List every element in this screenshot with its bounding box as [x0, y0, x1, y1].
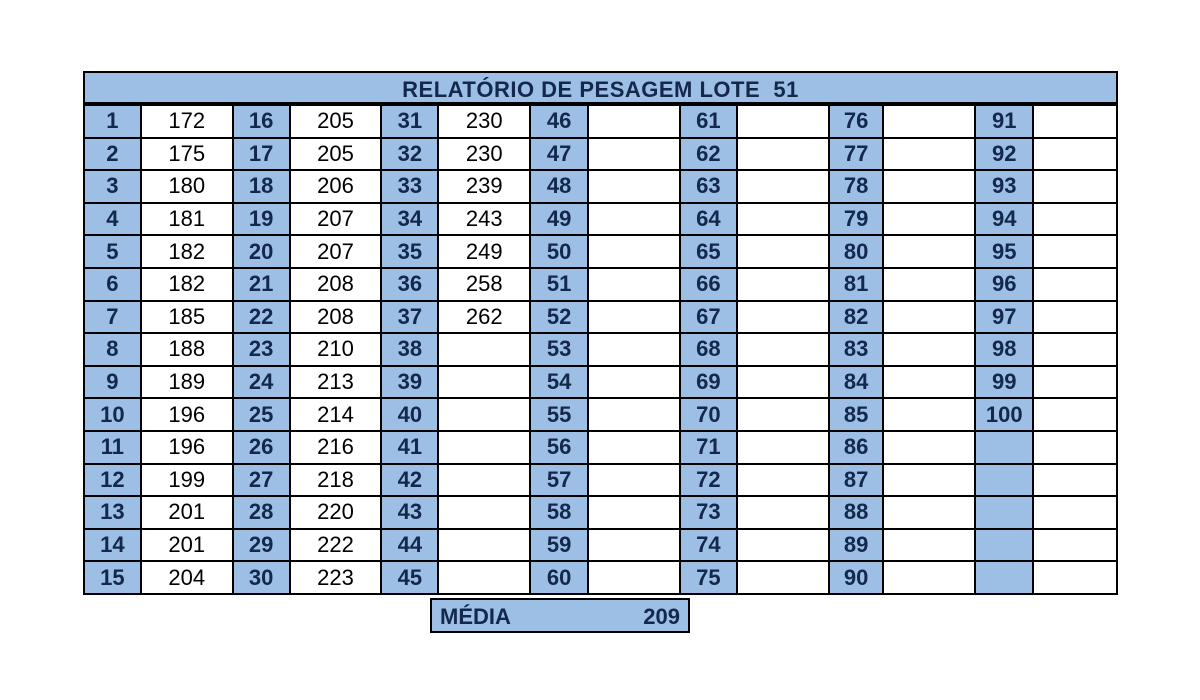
weight-value: 172 [141, 105, 233, 138]
weight-value: 230 [438, 138, 530, 171]
animal-number: 15 [84, 561, 141, 594]
weight-value [588, 496, 680, 529]
weight-value: 214 [290, 398, 382, 431]
weight-value [737, 333, 829, 366]
animal-number: 79 [829, 203, 884, 236]
animal-number: 38 [381, 333, 438, 366]
animal-number: 21 [233, 268, 290, 301]
weight-value [588, 398, 680, 431]
weight-value [438, 464, 530, 497]
weight-value [883, 268, 975, 301]
animal-number: 82 [829, 301, 884, 334]
animal-number: 87 [829, 464, 884, 497]
weight-value: 208 [290, 301, 382, 334]
animal-number: 90 [829, 561, 884, 594]
weight-value [438, 496, 530, 529]
table-row [84, 105, 1117, 138]
weight-value: 201 [141, 529, 233, 562]
weight-value: 175 [141, 138, 233, 171]
weight-value [883, 235, 975, 268]
weight-value [588, 170, 680, 203]
weight-value: 185 [141, 301, 233, 334]
weight-value: 180 [141, 170, 233, 203]
animal-number: 66 [680, 268, 737, 301]
weight-value [883, 366, 975, 399]
weighing-table [83, 104, 1118, 595]
animal-number: 100 [975, 398, 1033, 431]
weight-value [883, 529, 975, 562]
weight-value [1033, 464, 1117, 497]
animal-number: 91 [975, 105, 1033, 138]
weighing-report [83, 71, 1118, 595]
animal-number: 16 [233, 105, 290, 138]
animal-number: 78 [829, 170, 884, 203]
weight-value [1033, 105, 1117, 138]
animal-number: 64 [680, 203, 737, 236]
animal-number [975, 464, 1033, 497]
weight-value: 218 [290, 464, 382, 497]
animal-number: 73 [680, 496, 737, 529]
animal-number: 41 [381, 431, 438, 464]
weight-value: 196 [141, 431, 233, 464]
animal-number: 74 [680, 529, 737, 562]
weight-value [588, 138, 680, 171]
animal-number: 37 [381, 301, 438, 334]
weight-value [588, 561, 680, 594]
animal-number: 53 [530, 333, 588, 366]
table-row [84, 529, 1117, 562]
animal-number: 27 [233, 464, 290, 497]
animal-number: 77 [829, 138, 884, 171]
animal-number: 96 [975, 268, 1033, 301]
animal-number: 92 [975, 138, 1033, 171]
animal-number: 83 [829, 333, 884, 366]
animal-number: 60 [530, 561, 588, 594]
animal-number: 22 [233, 301, 290, 334]
animal-number: 45 [381, 561, 438, 594]
weight-value: 205 [290, 138, 382, 171]
animal-number: 98 [975, 333, 1033, 366]
animal-number: 13 [84, 496, 141, 529]
weight-value: 220 [290, 496, 382, 529]
animal-number: 20 [233, 235, 290, 268]
animal-number: 7 [84, 301, 141, 334]
average-box [430, 598, 690, 633]
animal-number: 28 [233, 496, 290, 529]
animal-number: 3 [84, 170, 141, 203]
weight-value [737, 496, 829, 529]
animal-number: 12 [84, 464, 141, 497]
weight-value [737, 464, 829, 497]
weight-value: 239 [438, 170, 530, 203]
animal-number: 17 [233, 138, 290, 171]
weight-value [588, 268, 680, 301]
weight-value [588, 464, 680, 497]
animal-number: 34 [381, 203, 438, 236]
table-row [84, 138, 1117, 171]
animal-number: 58 [530, 496, 588, 529]
weight-value [1033, 398, 1117, 431]
weight-value: 223 [290, 561, 382, 594]
weight-value: 206 [290, 170, 382, 203]
weight-value [1033, 138, 1117, 171]
weight-value [1033, 333, 1117, 366]
animal-number: 71 [680, 431, 737, 464]
weight-value [737, 105, 829, 138]
animal-number: 54 [530, 366, 588, 399]
table-row [84, 366, 1117, 399]
animal-number: 1 [84, 105, 141, 138]
animal-number: 75 [680, 561, 737, 594]
animal-number: 68 [680, 333, 737, 366]
animal-number: 95 [975, 235, 1033, 268]
table-row [84, 235, 1117, 268]
animal-number: 51 [530, 268, 588, 301]
weight-value [1033, 529, 1117, 562]
weight-value [737, 268, 829, 301]
animal-number: 47 [530, 138, 588, 171]
table-row [84, 561, 1117, 594]
weight-value: 208 [290, 268, 382, 301]
weight-value: 249 [438, 235, 530, 268]
weight-value [1033, 496, 1117, 529]
animal-number: 63 [680, 170, 737, 203]
animal-number: 62 [680, 138, 737, 171]
weight-value [737, 138, 829, 171]
weight-value: 258 [438, 268, 530, 301]
weight-value [883, 431, 975, 464]
weight-value [883, 301, 975, 334]
weight-value [883, 561, 975, 594]
animal-number: 29 [233, 529, 290, 562]
weight-value [438, 333, 530, 366]
animal-number: 30 [233, 561, 290, 594]
animal-number: 50 [530, 235, 588, 268]
animal-number: 56 [530, 431, 588, 464]
animal-number: 46 [530, 105, 588, 138]
animal-number: 40 [381, 398, 438, 431]
table-row [84, 268, 1117, 301]
weight-value [737, 561, 829, 594]
animal-number: 59 [530, 529, 588, 562]
table-row [84, 398, 1117, 431]
weight-value [883, 496, 975, 529]
weight-value [438, 431, 530, 464]
animal-number: 31 [381, 105, 438, 138]
animal-number: 84 [829, 366, 884, 399]
animal-number: 10 [84, 398, 141, 431]
weight-value: 204 [141, 561, 233, 594]
weight-value [737, 235, 829, 268]
animal-number: 19 [233, 203, 290, 236]
weight-value: 201 [141, 496, 233, 529]
animal-number: 18 [233, 170, 290, 203]
weight-value [1033, 431, 1117, 464]
weight-value [737, 398, 829, 431]
weight-value [588, 203, 680, 236]
animal-number: 52 [530, 301, 588, 334]
weight-value [588, 105, 680, 138]
animal-number: 85 [829, 398, 884, 431]
weight-value [588, 529, 680, 562]
weight-value: 216 [290, 431, 382, 464]
weight-value [588, 235, 680, 268]
animal-number [975, 529, 1033, 562]
animal-number: 33 [381, 170, 438, 203]
animal-number: 14 [84, 529, 141, 562]
weight-value [588, 333, 680, 366]
weight-value [1033, 170, 1117, 203]
weight-value: 189 [141, 366, 233, 399]
animal-number: 42 [381, 464, 438, 497]
weight-value [883, 398, 975, 431]
weight-value: 182 [141, 235, 233, 268]
weight-value [737, 366, 829, 399]
weight-value [438, 529, 530, 562]
weight-value [1033, 366, 1117, 399]
weight-value [588, 301, 680, 334]
table-row [84, 464, 1117, 497]
weight-value [588, 366, 680, 399]
weight-value [438, 366, 530, 399]
weight-value [883, 105, 975, 138]
animal-number: 67 [680, 301, 737, 334]
animal-number: 72 [680, 464, 737, 497]
weight-value [883, 333, 975, 366]
weight-value: 205 [290, 105, 382, 138]
weight-value: 222 [290, 529, 382, 562]
animal-number: 88 [829, 496, 884, 529]
animal-number: 35 [381, 235, 438, 268]
animal-number: 5 [84, 235, 141, 268]
weight-value [883, 138, 975, 171]
animal-number [975, 561, 1033, 594]
animal-number: 9 [84, 366, 141, 399]
weight-value: 181 [141, 203, 233, 236]
animal-number: 65 [680, 235, 737, 268]
animal-number: 89 [829, 529, 884, 562]
table-row [84, 170, 1117, 203]
animal-number: 49 [530, 203, 588, 236]
animal-number: 48 [530, 170, 588, 203]
animal-number: 44 [381, 529, 438, 562]
weight-value: 182 [141, 268, 233, 301]
animal-number: 36 [381, 268, 438, 301]
weight-value: 262 [438, 301, 530, 334]
weight-value [1033, 268, 1117, 301]
weight-value [1033, 203, 1117, 236]
weight-value [438, 561, 530, 594]
animal-number: 86 [829, 431, 884, 464]
animal-number: 76 [829, 105, 884, 138]
weight-value [737, 203, 829, 236]
weight-value: 207 [290, 203, 382, 236]
weight-value [883, 203, 975, 236]
weight-value [737, 301, 829, 334]
weight-value [588, 431, 680, 464]
animal-number: 93 [975, 170, 1033, 203]
animal-number: 24 [233, 366, 290, 399]
average-label: MÉDIA [440, 604, 511, 629]
weight-value [737, 529, 829, 562]
animal-number: 97 [975, 301, 1033, 334]
animal-number: 26 [233, 431, 290, 464]
report-title: RELATÓRIO DE PESAGEM LOTE 51 [83, 71, 1118, 104]
animal-number: 69 [680, 366, 737, 399]
weight-value: 230 [438, 105, 530, 138]
weight-value: 210 [290, 333, 382, 366]
animal-number: 6 [84, 268, 141, 301]
animal-number [975, 431, 1033, 464]
weight-value [1033, 235, 1117, 268]
animal-number: 8 [84, 333, 141, 366]
weight-value: 188 [141, 333, 233, 366]
animal-number: 25 [233, 398, 290, 431]
weight-value [1033, 561, 1117, 594]
weight-value [737, 431, 829, 464]
weight-value: 207 [290, 235, 382, 268]
animal-number: 80 [829, 235, 884, 268]
animal-number: 70 [680, 398, 737, 431]
table-row [84, 431, 1117, 464]
animal-number: 39 [381, 366, 438, 399]
weight-value [1033, 301, 1117, 334]
animal-number: 81 [829, 268, 884, 301]
animal-number: 61 [680, 105, 737, 138]
weight-value [883, 170, 975, 203]
animal-number: 99 [975, 366, 1033, 399]
weight-value [438, 398, 530, 431]
animal-number: 4 [84, 203, 141, 236]
animal-number: 55 [530, 398, 588, 431]
weight-value [737, 170, 829, 203]
weight-value: 199 [141, 464, 233, 497]
animal-number: 94 [975, 203, 1033, 236]
weight-value: 243 [438, 203, 530, 236]
animal-number: 23 [233, 333, 290, 366]
table-row [84, 203, 1117, 236]
weight-value [883, 464, 975, 497]
animal-number: 43 [381, 496, 438, 529]
average-value: 209 [643, 604, 680, 629]
table-row [84, 333, 1117, 366]
animal-number [975, 496, 1033, 529]
animal-number: 11 [84, 431, 141, 464]
table-row [84, 301, 1117, 334]
animal-number: 32 [381, 138, 438, 171]
animal-number: 2 [84, 138, 141, 171]
table-row [84, 496, 1117, 529]
animal-number: 57 [530, 464, 588, 497]
weight-value: 196 [141, 398, 233, 431]
weight-value: 213 [290, 366, 382, 399]
